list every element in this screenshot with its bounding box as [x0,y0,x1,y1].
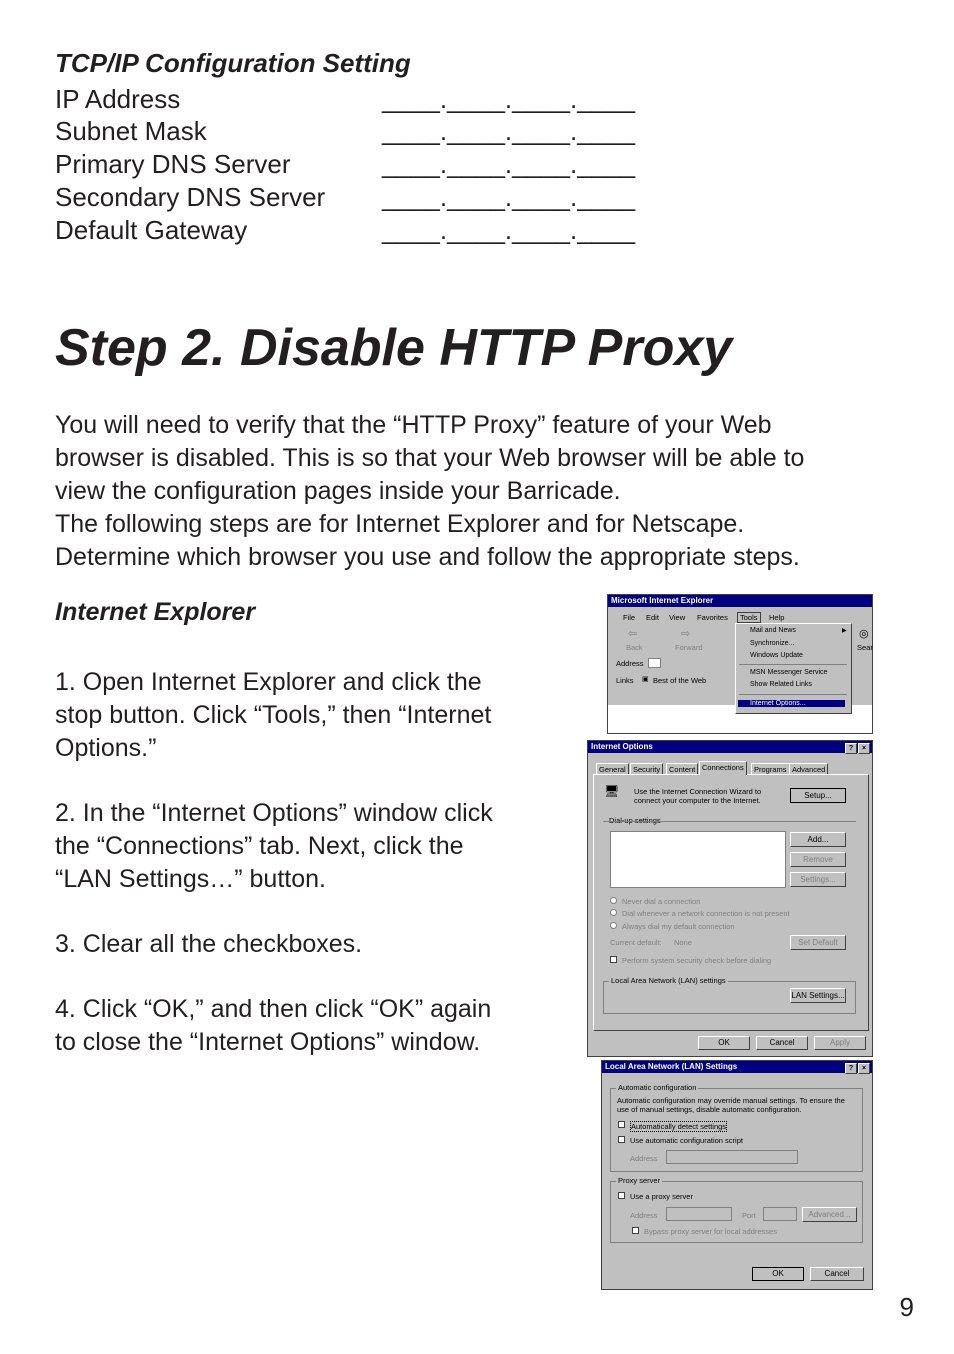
menu-file[interactable]: File [623,613,636,622]
page-icon: ▣ [642,676,649,683]
search-label: Sear [857,643,873,652]
tab-security[interactable]: Security [630,763,663,775]
use-proxy-label: Use a proxy server [630,1192,693,1201]
tcp-row-label: IP Address [55,84,181,114]
tcp-row-label: Primary DNS Server [55,149,291,179]
forward-label: Forward [675,643,703,652]
close-icon[interactable]: × [858,743,870,754]
apply-button[interactable]: Apply [814,1036,866,1050]
radio-always-dial-label: Always dial my default connection [622,922,735,931]
step-line: “LAN Settings…” button. [55,865,326,893]
dialup-list[interactable] [610,831,786,888]
proxy-port-label: Port [742,1211,756,1220]
set-default-button[interactable]: Set Default [790,935,846,950]
intro-line: view the configuration pages inside your Barricade. [55,477,621,505]
lan-settings-dialog [601,1060,873,1290]
forward-arrow-icon[interactable]: ⇨ [681,628,691,640]
auto-config-text: use of manual settings, disable automatic configuration. [617,1105,802,1114]
setup-button[interactable]: Setup... [790,788,846,803]
tcp-row-blank: ____.____.____.____ [382,84,636,114]
step-line: 2. In the “Internet Options” window click [55,799,493,827]
radio-never-dial-label: Never dial a connection [622,897,701,906]
script-address-field[interactable] [666,1150,798,1164]
step-3 [55,928,555,961]
tcp-row-blank: ____.____.____.____ [382,116,636,146]
perform-check-checkbox[interactable] [610,956,617,963]
address-label: Address [616,659,644,668]
auto-config-text: Automatic configuration may override manual settings. To ensure the [617,1096,845,1105]
ok-button[interactable]: OK [698,1036,750,1050]
auto-detect-label: Automatically detect settings [631,1122,727,1131]
back-label: Back [626,643,643,652]
back-arrow-icon[interactable]: ⇦ [628,628,638,640]
step-1 [55,666,555,765]
step-line: to close the “Internet Options” window. [55,1028,481,1056]
step-2 [55,797,555,896]
advanced-button[interactable]: Advanced... [802,1207,857,1222]
use-proxy-checkbox[interactable] [618,1192,625,1199]
intro-line: The following steps are for Internet Explorer and for Netscape. [55,510,745,538]
tcp-row-label: Default Gateway [55,215,248,245]
dialup-label: Dial-up settings [609,816,661,825]
menu-help[interactable]: Help [769,613,785,622]
use-script-label: Use automatic configuration script [630,1136,743,1145]
tcp-row-blank: ____.____.____.____ [382,215,636,245]
lan-title: Local Area Network (LAN) Settings [605,1062,738,1071]
tools-synchronize[interactable]: Synchronize... [750,640,795,647]
current-default-value: None [674,938,692,947]
auto-detect-checkbox[interactable] [618,1121,625,1128]
radio-dial-whenever-label: Dial whenever a network connection is not present [622,909,790,918]
ie-titlebar [608,595,872,607]
tab-advanced[interactable]: Advanced [789,763,828,775]
tcp-config-title: TCP/IP Configuration Setting [55,48,411,78]
tab-connections[interactable]: Connections [699,761,747,775]
radio-dial-whenever[interactable] [610,909,617,916]
menu-divider [739,694,847,695]
bypass-label: Bypass proxy server for local addresses [644,1227,777,1236]
tcp-row-label: Subnet Mask [55,116,207,146]
tools-internet-options[interactable]: Internet Options... [738,700,845,707]
intro-line: Determine which browser you use and follow the appropriate steps. [55,543,800,571]
script-address-label: Address [630,1154,658,1163]
use-script-checkbox[interactable] [618,1136,625,1143]
step-title: Step 2. Disable HTTP Proxy [55,319,733,377]
step-line: 3. Clear all the checkboxes. [55,930,363,958]
menu-view[interactable]: View [669,613,686,622]
wizard-text: connect your computer to the Internet. [634,796,761,805]
proxy-address-label: Address [630,1211,658,1220]
wizard-text: Use the Internet Connection Wizard to [634,787,762,796]
internet-options-dialog [587,740,873,1057]
tab-content[interactable]: Content [666,763,698,775]
menu-tools[interactable]: Tools [737,612,761,623]
ok-button[interactable]: OK [752,1267,804,1281]
help-icon[interactable]: ? [845,743,857,754]
radio-never-dial[interactable] [610,897,617,904]
help-icon[interactable]: ? [845,1063,857,1074]
tab-programs[interactable]: Programs [751,763,790,775]
menu-divider [739,664,847,665]
step-line: Options.” [55,734,157,762]
step-line: 1. Open Internet Explorer and click the [55,668,482,696]
intro-paragraph [55,409,804,574]
ie-title: Microsoft Internet Explorer [611,596,714,605]
step-line: stop button. Click “Tools,” then “Internet [55,701,492,729]
tab-general[interactable]: General [596,763,629,775]
tcp-row-blank: ____.____.____.____ [382,149,636,179]
auto-config-label: Automatic configuration [618,1083,697,1092]
links-label: Links [616,676,634,685]
tools-related-links[interactable]: Show Related Links [750,681,812,688]
menu-edit[interactable]: Edit [646,613,659,622]
io-title: Internet Options [591,742,653,751]
lan-settings-button[interactable]: LAN Settings... [790,988,846,1003]
tools-menu [735,623,852,714]
submenu-arrow-icon: ▶ [842,628,847,634]
proxy-port-field[interactable] [763,1207,797,1221]
perform-check-label: Perform system security check before dialing [622,956,772,965]
io-titlebar [588,741,872,753]
cancel-button[interactable]: Cancel [810,1267,864,1281]
tcp-row-label: Secondary DNS Server [55,182,326,212]
tools-msn-messenger[interactable]: MSN Messenger Service [750,669,828,676]
page-number: 9 [899,1292,914,1322]
step-line: the “Connections” tab. Next, click the [55,832,464,860]
proxy-group-label: Proxy server [618,1176,661,1185]
lan-titlebar [602,1061,872,1073]
ie-window-screenshot [607,594,873,734]
intro-line: browser is disabled. This is so that your Web browser will be able to [55,444,805,472]
step-line: 4. Click “OK,” and then click “OK” again [55,995,492,1023]
connection-wizard-icon: 🖥 [604,784,620,798]
radio-always-dial[interactable] [610,922,617,929]
ie-heading: Internet Explorer [55,598,256,626]
current-default-label: Current default: [610,938,662,947]
step-4 [55,993,555,1059]
cancel-button[interactable]: Cancel [756,1036,808,1050]
lan-group-label: Local Area Network (LAN) settings [611,976,726,985]
tcp-row-blank: ____.____.____.____ [382,182,636,212]
tools-windows-update[interactable]: Windows Update [750,652,803,659]
settings-button[interactable]: Settings... [790,872,846,887]
close-icon[interactable]: × [858,1063,870,1074]
proxy-address-field[interactable] [666,1207,732,1221]
search-icon[interactable]: ◎ [859,628,869,640]
tools-mail-news[interactable]: Mail and News [750,627,796,634]
bypass-checkbox[interactable] [632,1227,639,1234]
intro-line: You will need to verify that the “HTTP Proxy” feature of your Web [55,411,772,439]
add-button[interactable]: Add... [790,832,846,847]
remove-button[interactable]: Remove [790,852,846,867]
links-best-of-web[interactable]: Best of the Web [653,676,707,685]
address-bar[interactable] [648,658,661,668]
menu-favorites[interactable]: Favorites [697,613,728,622]
